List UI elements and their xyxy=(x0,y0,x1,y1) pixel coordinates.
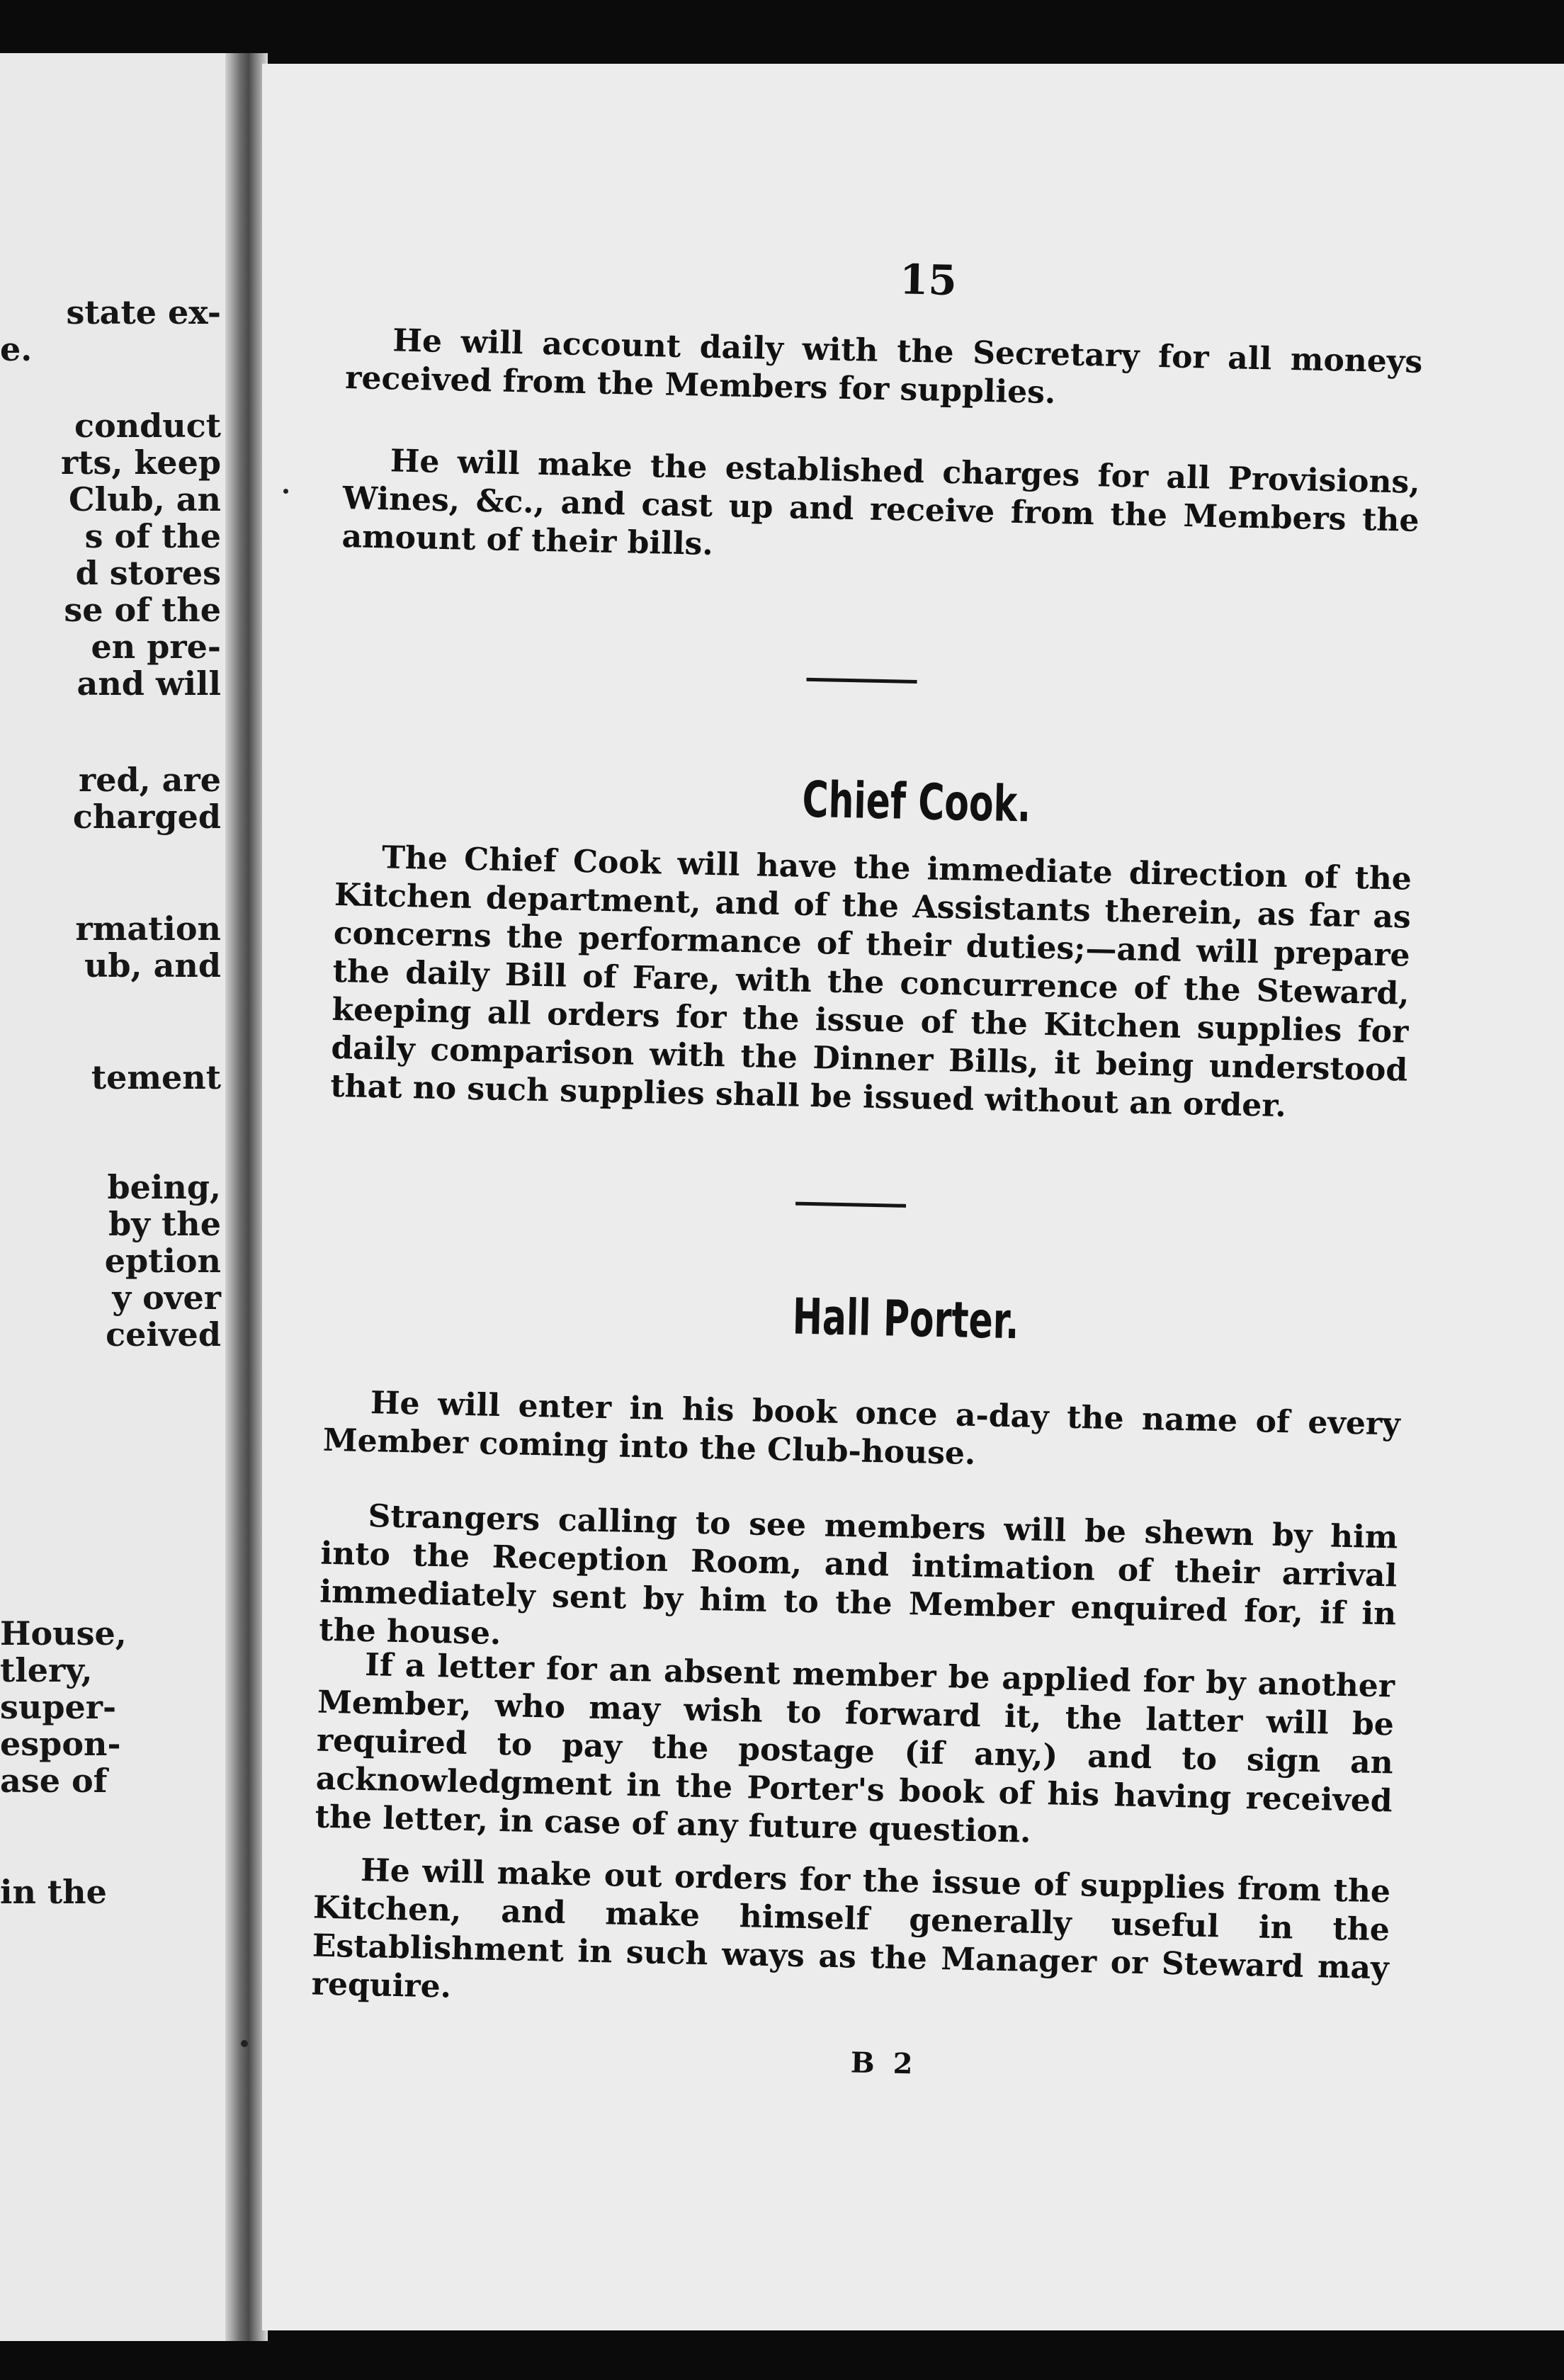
left-text-fragment: rmation xyxy=(75,910,221,948)
paragraph: If a letter for an absent member be applied for by another Member, who may wish to forward it, the latter will be required to pay the postage (if any,) and to sign an acknowledgment in the Porter's book of his having received the letter, in case of any future question. xyxy=(314,1647,1395,1850)
paragraph: He will make out orders for the issue of supplies from the Kitchen, and make himself generally useful in the Establishment in such ways as the Manager or Steward may require. xyxy=(311,1852,1391,2005)
left-text-fragment: e. xyxy=(0,330,33,368)
left-text-fragment: super- xyxy=(0,1688,117,1726)
left-text-fragment: d stores xyxy=(75,554,221,592)
paragraph: He will enter in his book once a-day the name of every Member coming into the Club-house. xyxy=(322,1385,1401,1472)
right-page xyxy=(262,64,1564,2330)
left-text-fragment: ceived xyxy=(106,1315,221,1354)
paragraph: He will make the established charges for all Provisions, Wines, &c., and cast up and receive from the Members the amount of their bills. xyxy=(341,443,1421,562)
left-text-fragment: rts, keep xyxy=(61,443,221,482)
left-text-fragment: eption xyxy=(104,1242,221,1280)
section-heading: Hall Porter. xyxy=(791,1287,1020,1351)
print-speck xyxy=(283,489,288,494)
left-text-fragment: se of the xyxy=(64,591,221,629)
left-text-fragment: in the xyxy=(0,1873,107,1911)
left-text-fragment: charged xyxy=(72,798,221,836)
left-text-fragment: tement xyxy=(91,1058,221,1096)
left-text-fragment: House, xyxy=(0,1614,127,1653)
section-divider xyxy=(807,678,917,684)
left-text-fragment: espon- xyxy=(0,1725,121,1763)
left-text-fragment: by the xyxy=(108,1205,221,1243)
left-text-fragment: conduct xyxy=(74,407,221,445)
section-heading: Chief Cook. xyxy=(801,770,1032,834)
page-content xyxy=(234,50,1564,2344)
left-text-fragment: Club, an xyxy=(69,480,221,518)
paragraph: Strangers calling to see members will be shewn by him into the Reception Room, and intimation of their arrival immediately sent by him to the Member enquired for, if in the house. xyxy=(318,1498,1398,1653)
left-text-fragment: state ex- xyxy=(66,293,221,332)
paragraph: He will account daily with the Secretary for all moneys received from the Members for supplies. xyxy=(344,322,1423,412)
page-number: 15 xyxy=(899,255,958,305)
left-text-fragment: s of the xyxy=(84,517,221,555)
left-text-fragment: y over xyxy=(112,1279,221,1317)
left-text-fragment: being, xyxy=(107,1168,221,1206)
paragraph: The Chief Cook will have the immediate direction of the Kitchen department, and of the Assistants therein, as far as concerns the performance of their duties;—and will prepare the daily Bill of Fare, with the concurrence of the Steward, keeping all orders for the issue of the Kitchen supplies for daily comparison with the Dinner Bills, it being understood that no such supplies shall be issued without an order. xyxy=(329,839,1412,1125)
print-speck xyxy=(241,2040,248,2047)
left-text-fragment: ub, and xyxy=(84,946,221,985)
left-text-fragment: red, are xyxy=(78,761,221,799)
left-page-fragment xyxy=(0,53,234,2341)
left-text-fragment: tlery, xyxy=(0,1651,93,1689)
section-divider xyxy=(795,1202,906,1208)
signature-mark: B 2 xyxy=(850,2046,917,2081)
left-text-fragment: and will xyxy=(76,664,221,703)
left-text-fragment: en pre- xyxy=(91,628,221,666)
left-text-fragment: ase of xyxy=(0,1762,108,1800)
